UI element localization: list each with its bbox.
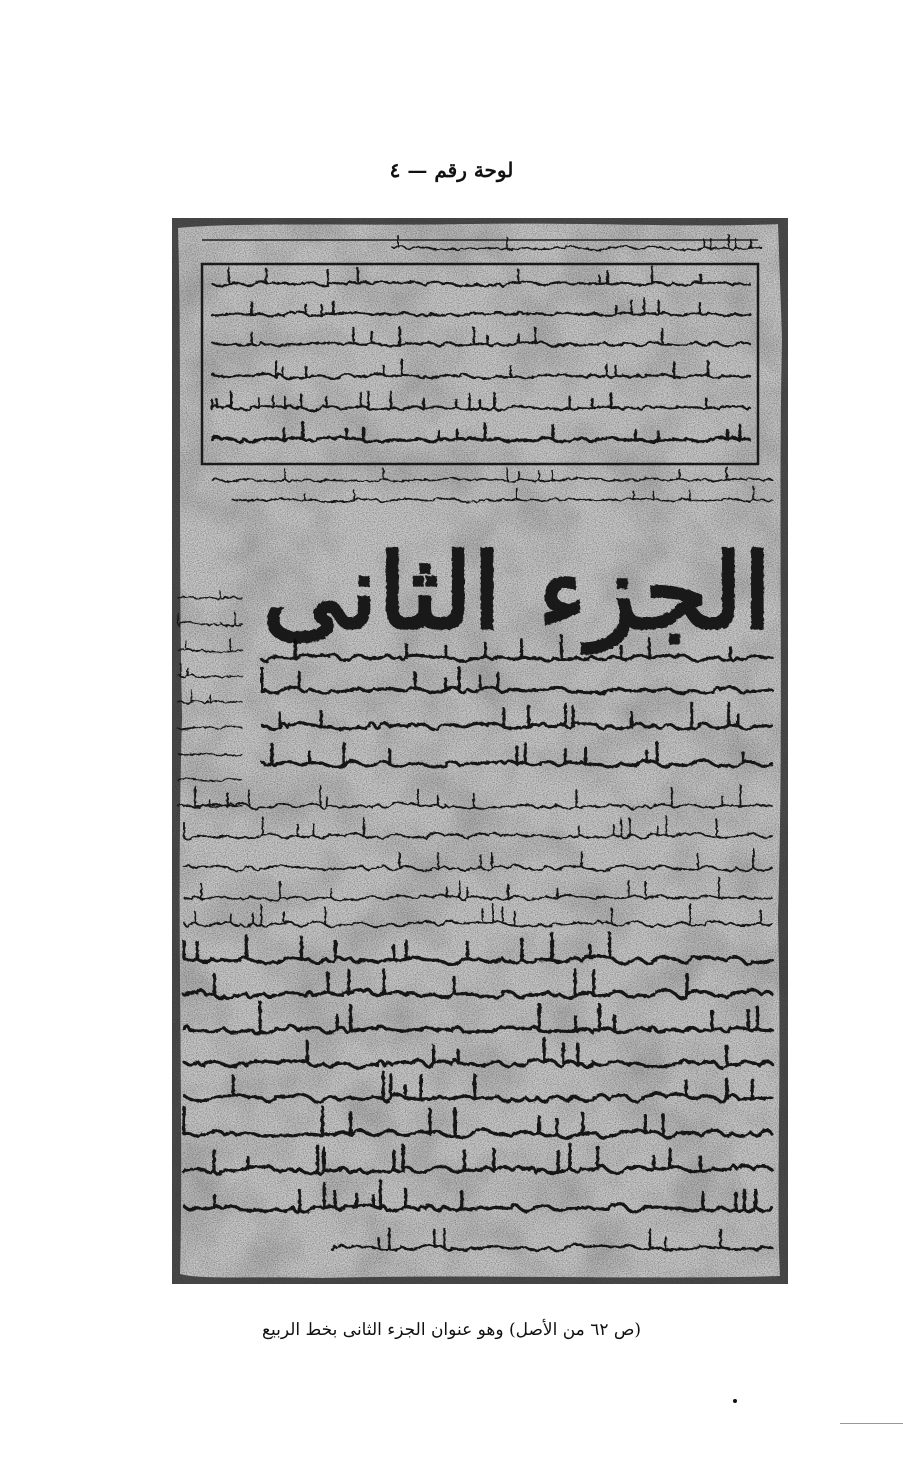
edge-rule bbox=[840, 1423, 903, 1424]
manuscript-photo bbox=[172, 218, 788, 1284]
ink-speck bbox=[733, 1399, 737, 1403]
plate-caption: (ص ٦٢ من الأصل) وهو عنوان الجزء الثانى بخط الربيع bbox=[261, 1320, 642, 1340]
manuscript-heading: الجزء الثانى bbox=[262, 530, 772, 653]
plate-title: لوحة رقم — ٤ bbox=[389, 158, 514, 182]
